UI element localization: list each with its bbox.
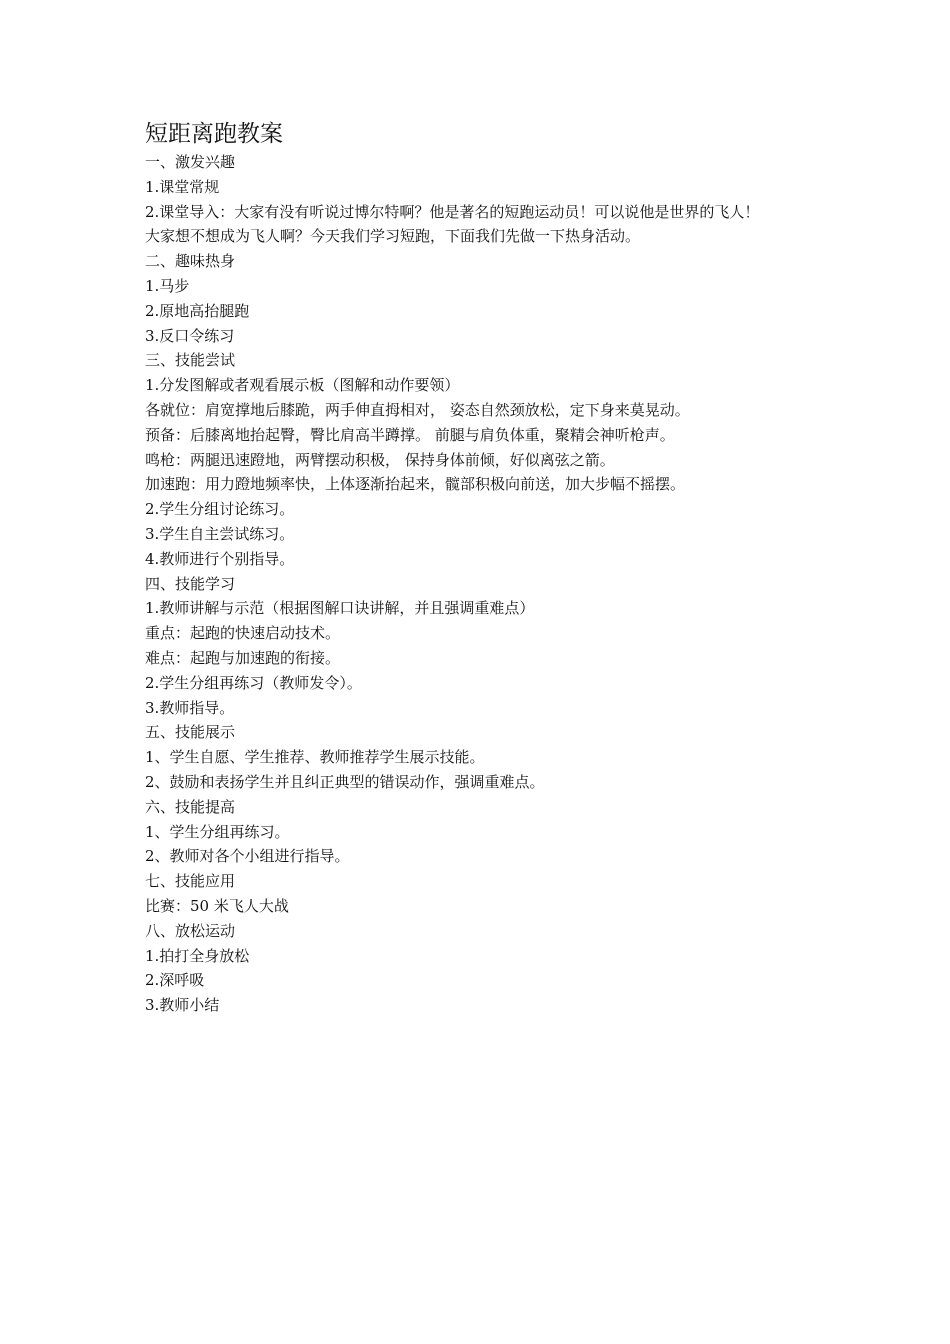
document-line: 加速跑：用力蹬地频率快，上体逐渐抬起来，髋部积极向前送，加大步幅不摇摆。 bbox=[145, 475, 686, 494]
document-line: 2.课堂导入：大家有没有听说过博尔特啊？他是著名的短跑运动员！可以说他是世界的飞人！ bbox=[145, 202, 760, 221]
document-line: 各就位：肩宽撑地后膝跪，两手伸直拇相对， 姿态自然颈放松，定下身来莫晃动。 bbox=[145, 400, 690, 419]
document-line: 1、学生自愿、学生推荐、教师推荐学生展示技能。 bbox=[145, 748, 485, 767]
document-line: 1.分发图解或者观看展示板（图解和动作要领） bbox=[145, 376, 460, 395]
document-line: 1.课堂常规 bbox=[145, 177, 220, 196]
document-page bbox=[145, 118, 845, 1018]
document-line: 五、技能展示 bbox=[145, 723, 236, 742]
document-line: 预备：后膝离地抬起臀，臀比肩高半蹲撑。 前腿与肩负体重，聚精会神听枪声。 bbox=[145, 425, 675, 444]
document-line: 比赛：50 米飞人大战 bbox=[145, 896, 289, 915]
document-line: 2.原地高抬腿跑 bbox=[145, 301, 250, 320]
document-line: 大家想不想成为飞人啊？今天我们学习短跑，下面我们先做一下热身活动。 bbox=[145, 227, 641, 246]
document-line: 2、鼓励和表扬学生并且纠正典型的错误动作，强调重难点。 bbox=[145, 772, 545, 791]
document-line: 4.教师进行个别指导。 bbox=[145, 549, 295, 568]
document-line: 2、教师对各个小组进行指导。 bbox=[145, 847, 350, 866]
document-line: 1.教师讲解与示范（根据图解口诀讲解，并且强调重难点） bbox=[145, 599, 535, 618]
document-line: 3.反口令练习 bbox=[145, 326, 235, 345]
document-line: 1.拍打全身放松 bbox=[145, 946, 250, 965]
document-line: 二、趣味热身 bbox=[145, 252, 236, 271]
document-line: 四、技能学习 bbox=[145, 574, 236, 593]
document-line: 1、学生分组再练习。 bbox=[145, 822, 290, 841]
document-line: 1.马步 bbox=[145, 276, 190, 295]
document-line: 2.学生分组讨论练习。 bbox=[145, 500, 295, 519]
document-line: 八、放松运动 bbox=[145, 921, 236, 940]
document-line: 六、技能提高 bbox=[145, 797, 236, 816]
document-title: 短距离跑教案 bbox=[145, 121, 283, 147]
document-line: 七、技能应用 bbox=[145, 872, 236, 891]
document-line: 难点：起跑与加速跑的衔接。 bbox=[145, 648, 341, 667]
document-line: 2.学生分组再练习（教师发令）。 bbox=[145, 673, 362, 692]
document-line: 一、激发兴趣 bbox=[145, 153, 236, 171]
document-line: 3.学生自主尝试练习。 bbox=[145, 524, 295, 543]
document-line: 重点：起跑的快速启动技术。 bbox=[145, 624, 341, 643]
document-body bbox=[145, 150, 845, 1018]
document-line: 三、技能尝试 bbox=[145, 351, 236, 370]
document-line: 3.教师指导。 bbox=[145, 698, 235, 717]
document-line: 3.教师小结 bbox=[145, 996, 220, 1015]
document-line: 2.深呼吸 bbox=[145, 971, 205, 990]
document-line: 鸣枪：两腿迅速蹬地，两臂摆动积极， 保持身体前倾，好似离弦之箭。 bbox=[145, 450, 615, 469]
